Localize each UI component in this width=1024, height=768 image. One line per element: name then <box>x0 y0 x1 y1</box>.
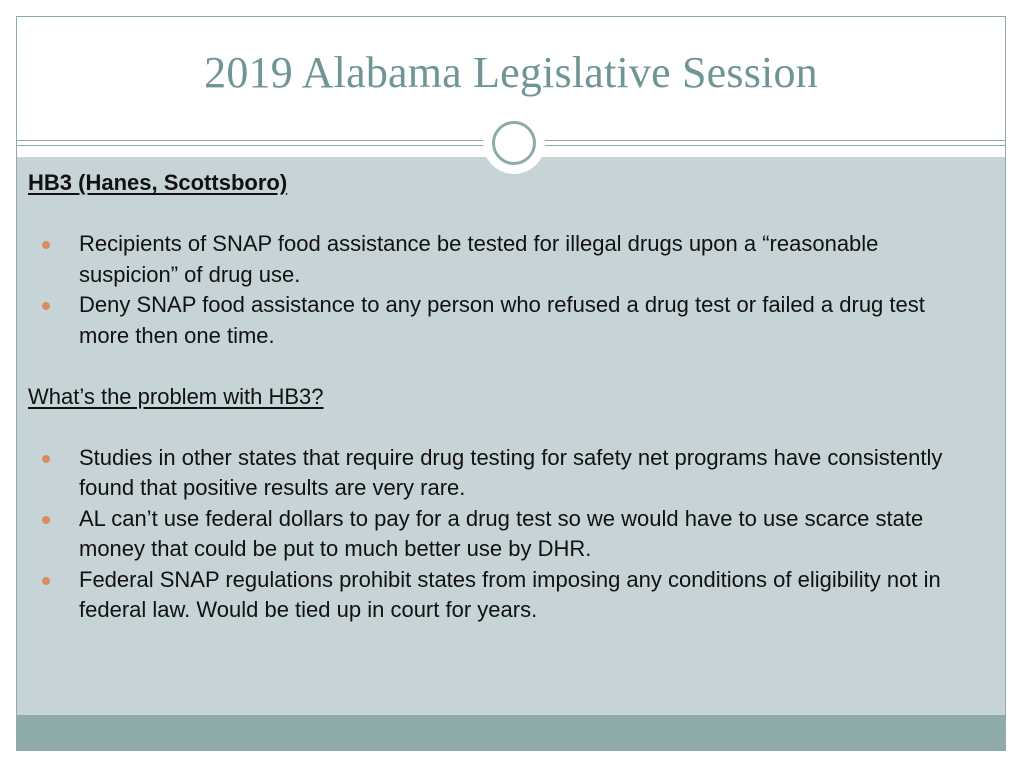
circle-ornament-ring <box>492 121 536 165</box>
bullet-text: Federal SNAP regulations prohibit states from imposing any conditions of eligibility not in federal law. Would be tied up in court for years. <box>79 566 941 622</box>
bullet-text: Recipients of SNAP food assistance be tested for illegal drugs upon a “reasonable suspicion” of drug use. <box>79 231 879 287</box>
bullet-list-problem <box>28 443 968 626</box>
circle-ornament-icon <box>483 112 545 174</box>
spacer <box>28 412 968 443</box>
bullet-dot-icon <box>42 241 50 249</box>
bullet-text: Deny SNAP food assistance to any person who refused a drug test or failed a drug test more then one time. <box>79 292 925 348</box>
bullet-item <box>28 565 968 626</box>
spacer <box>28 199 968 230</box>
bullet-item <box>28 504 968 565</box>
section-heading-problem: What’s the problem with HB3? <box>28 383 324 409</box>
bullet-text: AL can’t use federal dollars to pay for a drug test so we would have to use scarce state money that could be put to much better use by DHR. <box>79 505 924 561</box>
bullet-item <box>28 229 968 290</box>
bullet-text: Studies in other states that require drug testing for safety net programs have consistently found that positive results are very rare. <box>79 444 943 500</box>
bullet-item <box>28 443 968 504</box>
bullet-list-hb3 <box>28 229 968 351</box>
section-heading-hb3: HB3 (Hanes, Scottsboro) <box>28 170 288 195</box>
footer-band <box>17 715 1005 750</box>
spacer <box>28 351 968 382</box>
slide-body <box>28 168 968 626</box>
bullet-dot-icon <box>42 577 50 585</box>
bullet-dot-icon <box>42 516 50 524</box>
slide-title: 2019 Alabama Legislative Session <box>204 48 818 97</box>
bullet-dot-icon <box>42 455 50 463</box>
bullet-item <box>28 290 968 351</box>
bullet-dot-icon <box>42 302 50 310</box>
